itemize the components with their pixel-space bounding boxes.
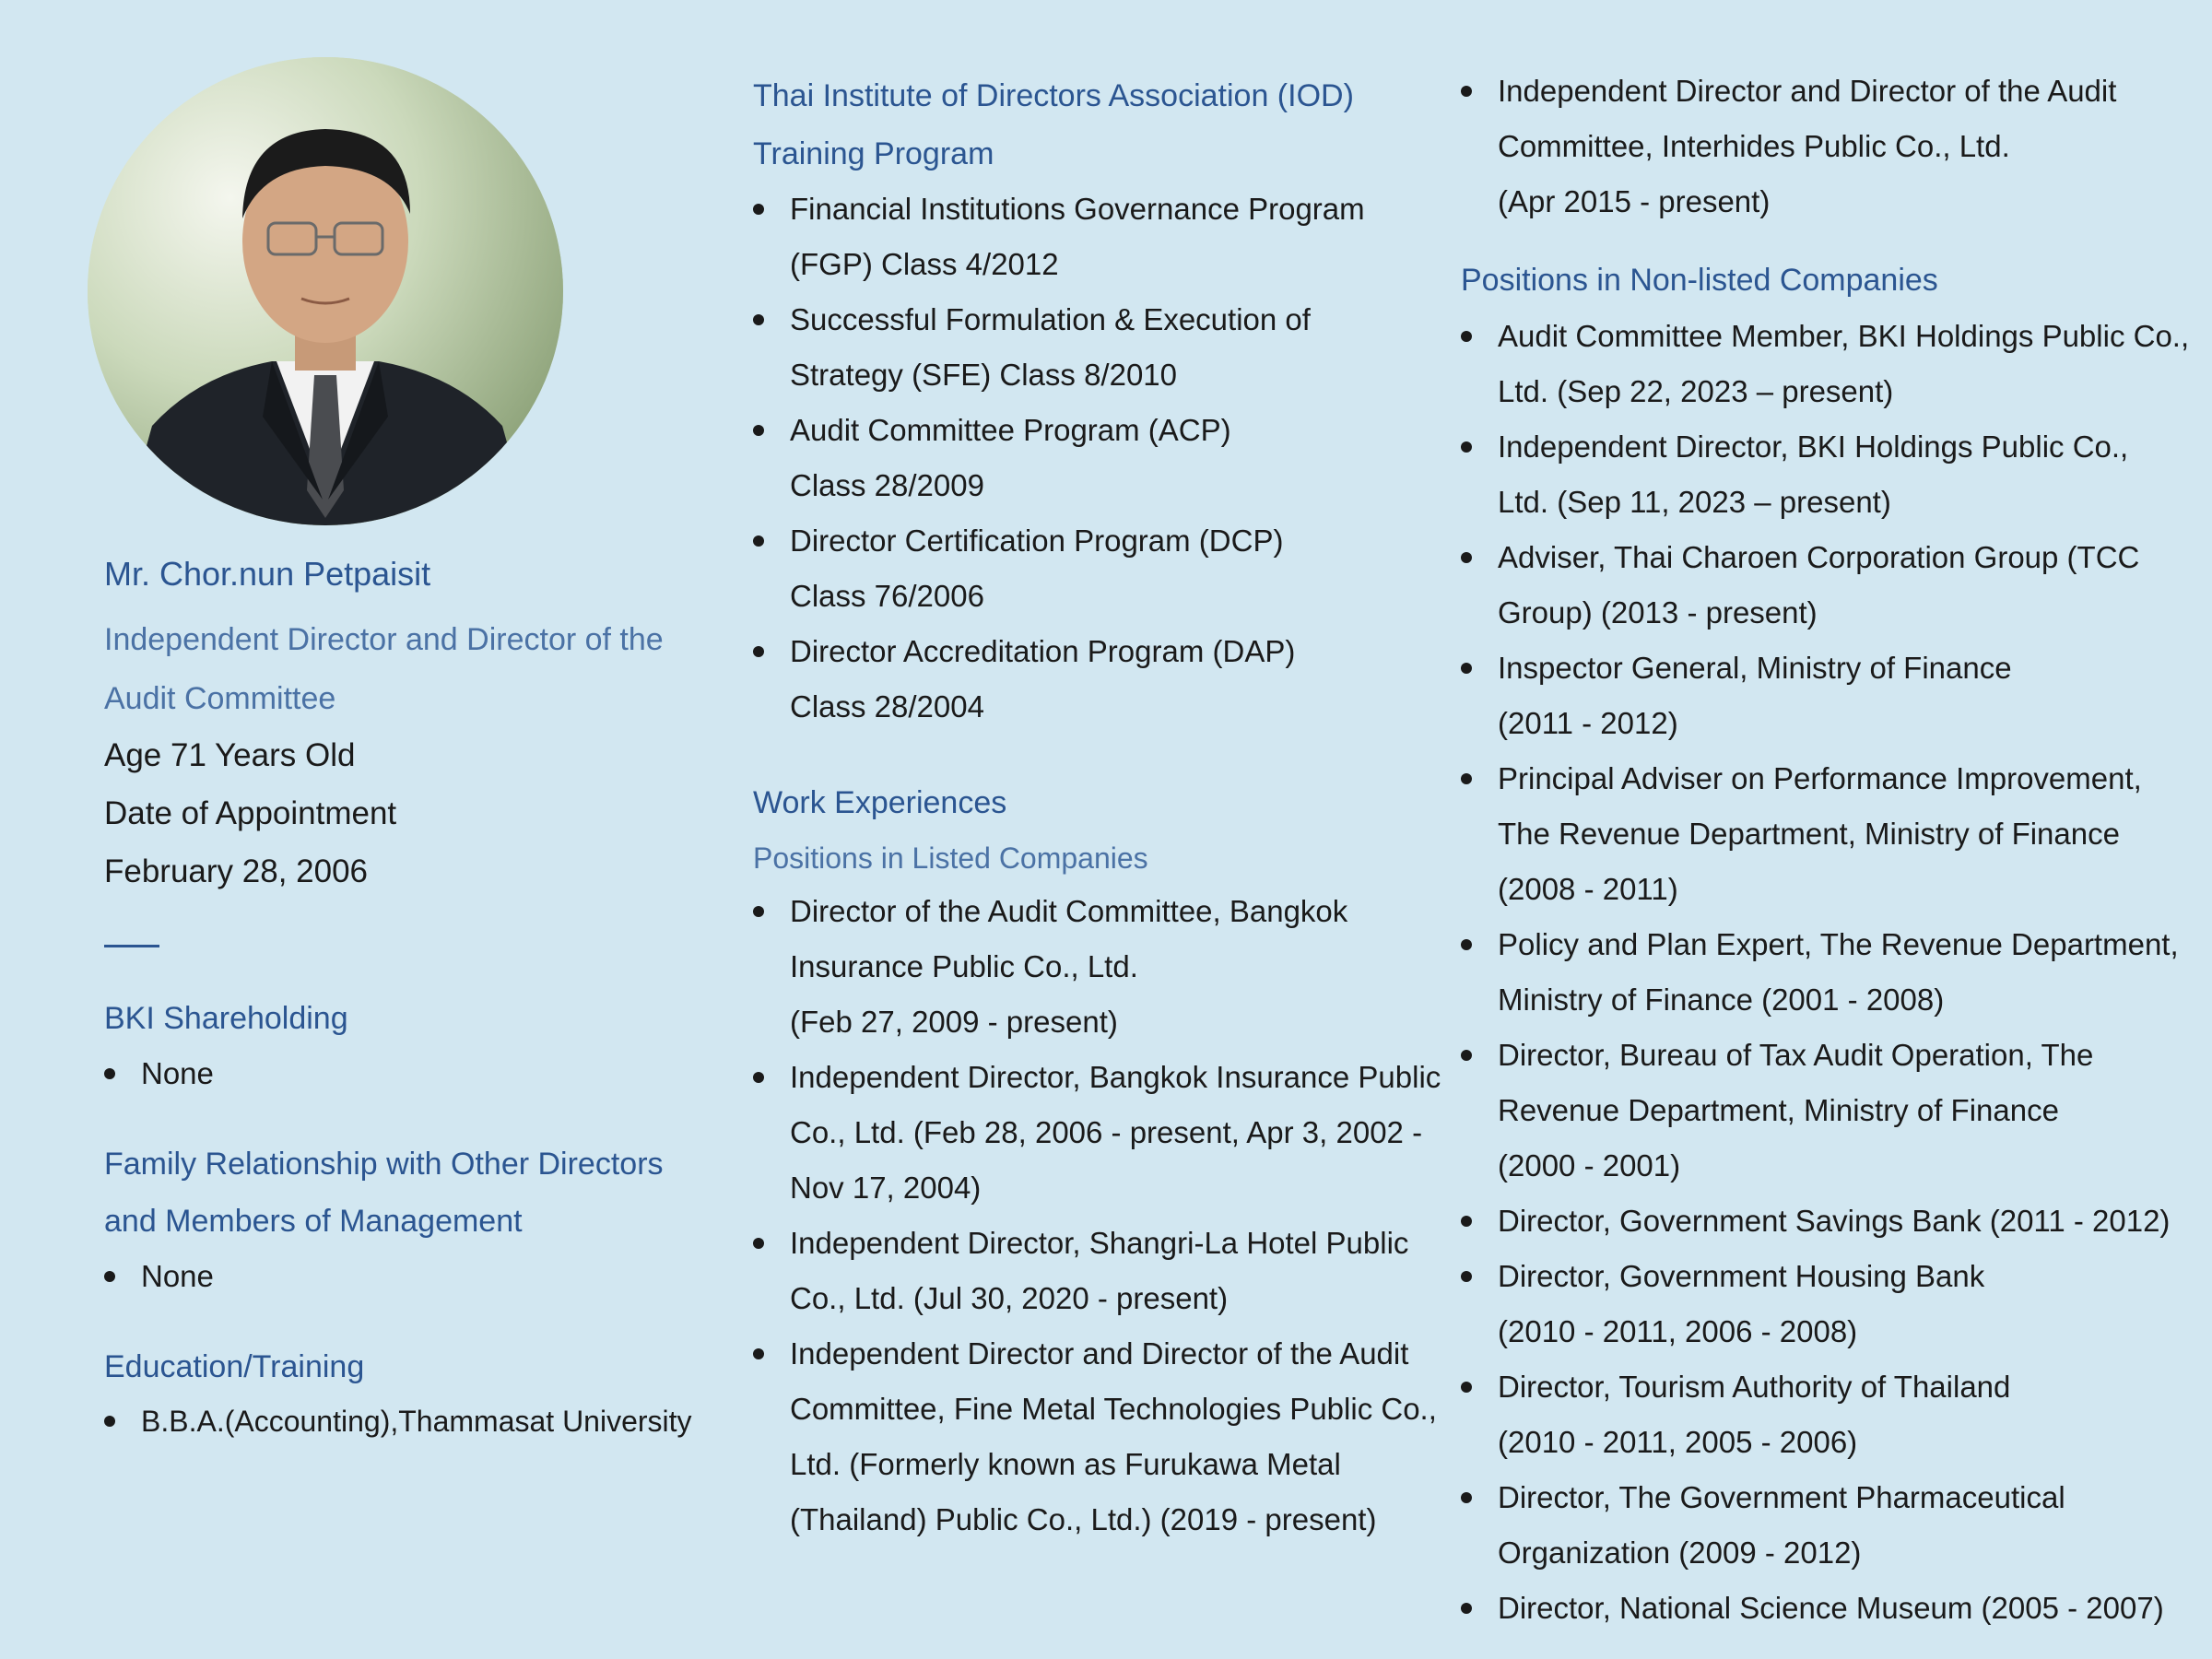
education-heading: Education/Training: [104, 1349, 365, 1384]
list-item: B.B.A.(Accounting),Thammasat University: [104, 1394, 731, 1449]
list-item: [1461, 530, 2198, 641]
list-item-line: Ministry of Finance (2001 - 2008): [1498, 982, 1945, 1017]
list-item-line: Independent Director and Director of the Audit: [790, 1336, 1409, 1371]
iod-heading-line2: Training Program: [753, 136, 994, 171]
list-item: [1461, 1028, 2198, 1194]
list-item-line: Class 76/2006: [790, 579, 984, 613]
director-name: Mr. Chor.nun Petpaisit: [104, 555, 431, 593]
shareholding-list: [104, 1046, 703, 1101]
list-item: [753, 1050, 1453, 1216]
list-item-line: Ltd. (Formerly known as Furukawa Metal: [790, 1447, 1341, 1481]
list-item-line: (2008 - 2011): [1498, 872, 1678, 906]
list-item-line: Ltd. (Sep 11, 2023 – present): [1498, 485, 1891, 519]
list-item-line: Director Certification Program (DCP): [790, 524, 1284, 558]
list-item: None: [104, 1249, 703, 1304]
list-item-line: Revenue Department, Ministry of Finance: [1498, 1093, 2059, 1127]
list-item-line: Policy and Plan Expert, The Revenue Department,: [1498, 927, 2179, 961]
list-item: [1461, 751, 2198, 917]
list-item-line: Committee, Interhides Public Co., Ltd.: [1498, 129, 2010, 163]
list-item-line: Director, Tourism Authority of Thailand: [1498, 1370, 2011, 1404]
list-item-line: Group) (2013 - present): [1498, 595, 1818, 629]
list-item-line: Committee, Fine Metal Technologies Public Co.,: [790, 1392, 1437, 1426]
list-item-line: Director, National Science Museum (2005 - 2007): [1498, 1591, 2164, 1625]
list-item-line: (2011 - 2012): [1498, 706, 1678, 740]
list-item-line: The Revenue Department, Ministry of Finance: [1498, 817, 2120, 851]
list-item-line: Principal Adviser on Performance Improvement,: [1498, 761, 2142, 795]
list-item: [1461, 1359, 2198, 1470]
list-item: [753, 292, 1453, 403]
list-item-line: Ltd. (Sep 22, 2023 – present): [1498, 374, 1894, 408]
appointment-label: Date of Appointment: [104, 795, 397, 831]
director-role: Independent Director and Director of the Audit Committee: [104, 622, 664, 716]
list-item-line: (FGP) Class 4/2012: [790, 247, 1059, 281]
list-item-line: Director, Government Housing Bank: [1498, 1259, 1985, 1293]
list-item: [753, 884, 1453, 1050]
section-divider: [104, 945, 159, 947]
list-item: [1461, 641, 2198, 751]
list-item-line: Independent Director and Director of the Audit: [1498, 74, 2117, 108]
list-item-line: Nov 17, 2004): [790, 1171, 982, 1205]
list-item: [753, 513, 1453, 624]
list-item-line: Strategy (SFE) Class 8/2010: [790, 358, 1178, 392]
family-heading-line2: and Members of Management: [104, 1204, 523, 1239]
list-item: [753, 1326, 1453, 1547]
portrait-photo: [88, 57, 563, 525]
list-item-line: (Feb 27, 2009 - present): [790, 1005, 1118, 1039]
list-item: [753, 182, 1453, 292]
list-item: None: [104, 1046, 703, 1101]
list-item-line: Director, Bureau of Tax Audit Operation, The: [1498, 1038, 2094, 1072]
shareholding-heading: BKI Shareholding: [104, 1001, 348, 1036]
iod-heading-line1: Thai Institute of Directors Association (IOD): [753, 78, 1354, 113]
list-item-line: Successful Formulation & Execution of: [790, 302, 1311, 336]
list-item-line: Co., Ltd. (Jul 30, 2020 - present): [790, 1281, 1229, 1315]
list-item-line: Class 28/2004: [790, 689, 984, 724]
director-age: Age 71 Years Old: [104, 737, 356, 773]
list-item: [1461, 1249, 2198, 1359]
education-list: [104, 1394, 731, 1449]
list-item-line: Director Accreditation Program (DAP): [790, 634, 1296, 668]
list-item: [1461, 1581, 2198, 1636]
listed-heading: Positions in Listed Companies: [753, 841, 1148, 875]
list-item-line: Insurance Public Co., Ltd.: [790, 949, 1138, 983]
list-item-line: Audit Committee Program (ACP): [790, 413, 1231, 447]
list-item-line: Audit Committee Member, BKI Holdings Public Co.,: [1498, 319, 2190, 353]
listed-companies-list-cont: [1461, 64, 2198, 229]
family-heading-line1: Family Relationship with Other Directors: [104, 1147, 664, 1182]
list-item-line: Class 28/2009: [790, 468, 984, 502]
list-item-line: Financial Institutions Governance Program: [790, 192, 1365, 226]
list-item-line: Organization (2009 - 2012): [1498, 1535, 1862, 1570]
list-item-line: Adviser, Thai Charoen Corporation Group (TCC: [1498, 540, 2140, 574]
list-item-line: (Apr 2015 - present): [1498, 184, 1771, 218]
list-item-line: Director, The Government Pharmaceutical: [1498, 1480, 2065, 1514]
list-item-line: (2010 - 2011, 2005 - 2006): [1498, 1425, 1858, 1459]
list-item-line: (Thailand) Public Co., Ltd.) (2019 - present): [790, 1502, 1377, 1536]
list-item: [753, 624, 1453, 735]
list-item-line: Independent Director, Shangri-La Hotel Public: [790, 1226, 1409, 1260]
list-item: [1461, 917, 2198, 1028]
appointment-date: February 28, 2006: [104, 853, 369, 889]
list-item: [1461, 64, 2198, 229]
list-item: [1461, 1194, 2198, 1249]
list-item-line: Inspector General, Ministry of Finance: [1498, 651, 2012, 685]
nonlisted-heading: Positions in Non-listed Companies: [1461, 263, 1938, 298]
list-item: [753, 1216, 1453, 1326]
list-item-line: (2010 - 2011, 2006 - 2008): [1498, 1314, 1858, 1348]
list-item: [1461, 309, 2198, 419]
list-item: [1461, 419, 2198, 530]
family-list: [104, 1249, 703, 1304]
list-item-line: Director of the Audit Committee, Bangkok: [790, 894, 1348, 928]
nonlisted-companies-list: [1461, 309, 2198, 1636]
list-item-line: Independent Director, BKI Holdings Public Co.,: [1498, 429, 2129, 464]
list-item-line: Director, Government Savings Bank (2011 - 2012): [1498, 1204, 2171, 1238]
iod-training-list: [753, 182, 1453, 735]
list-item-line: Independent Director, Bangkok Insurance Public: [790, 1060, 1441, 1094]
work-heading: Work Experiences: [753, 785, 1007, 820]
list-item-line: (2000 - 2001): [1498, 1148, 1681, 1182]
list-item: [1461, 1470, 2198, 1581]
listed-companies-list: [753, 884, 1453, 1547]
list-item: [753, 403, 1453, 513]
list-item-line: Co., Ltd. (Feb 28, 2006 - present, Apr 3, 2002 -: [790, 1115, 1423, 1149]
